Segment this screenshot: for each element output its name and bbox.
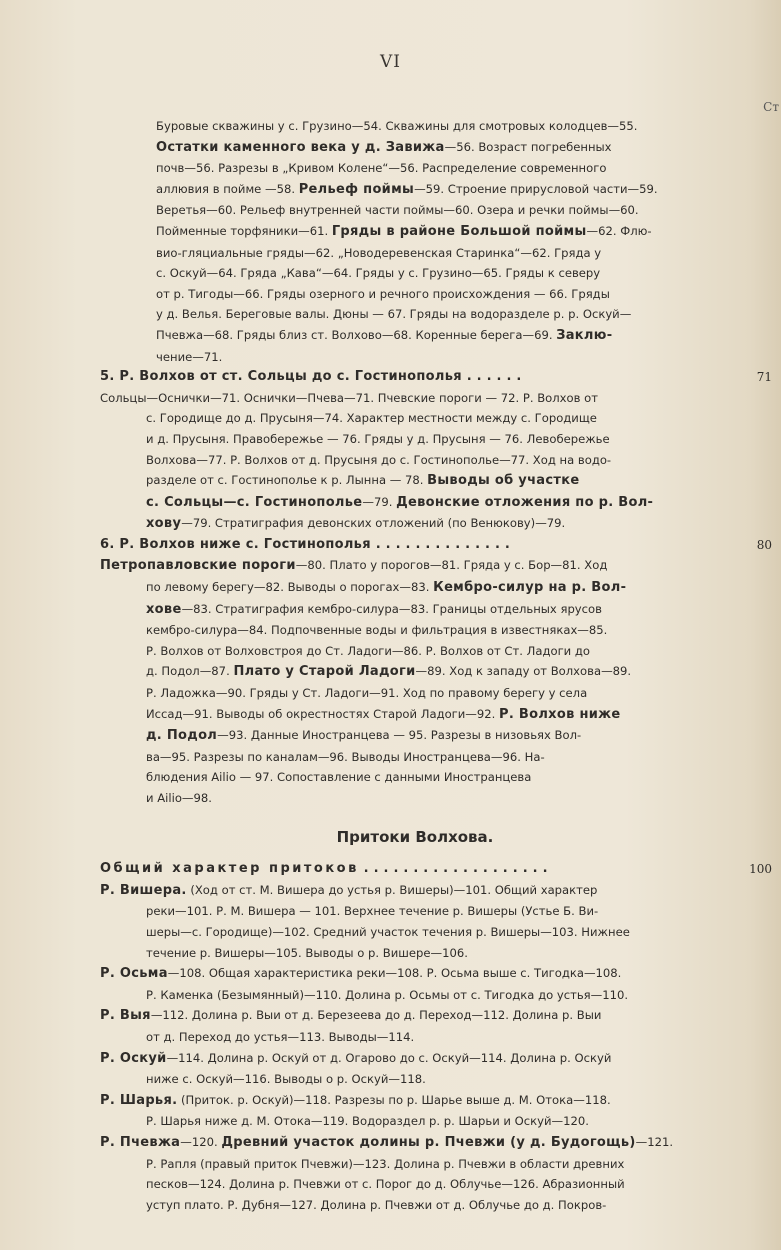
toc-entry-sharya <box>100 1090 730 1132</box>
toc-line: Р. Ладожка—90. Гряды у Ст. Ладоги—91. Ход по правому берегу у села <box>146 686 588 701</box>
toc-text: по левому берегу—82. Выводы о порогах—83. <box>146 580 430 595</box>
toc-line: Р. Шарья ниже д. М. Отока—119. Водораздел р. р. Шарьи и Оскуй—120. <box>146 1114 589 1129</box>
toc-text: —83. Стратиграфия кембро-силура—83. Границы отдельных ярусов <box>181 601 602 616</box>
toc-line: кембро-силура—84. Подпочвенные воды и фильтрация в известняках—85. <box>146 623 608 638</box>
toc-leader-dots: ................... <box>363 861 553 877</box>
toc-line: Буровые скважины у с. Грузино—54. Скважины для смотровых колодцев—55. <box>156 119 638 133</box>
toc-bold: Плато у Старой Ладоги <box>233 664 416 680</box>
toc-entry-section-5 <box>100 367 772 535</box>
toc-text: —56. Возраст погребенных <box>444 139 612 154</box>
toc-line <box>100 880 730 902</box>
toc-bold: Кембро-силур на р. Вол- <box>433 580 627 596</box>
toc-page-number: 100 <box>749 862 772 877</box>
toc-line: песков—124. Долина р. Пчевжи от с. Порог до д. Облучье—126. Абразионный <box>146 1177 625 1192</box>
toc-line: Р. Каменка (Безымянный)—110. Долина р. Осьмы от с. Тигодка до устья—110. <box>146 987 629 1002</box>
toc-line: с. Оскуй—64. Гряда „Кава“—64. Гряды у с. Грузино—65. Гряды к северу <box>156 266 601 281</box>
toc-entry-osma <box>100 963 730 1005</box>
toc-line <box>146 725 730 747</box>
toc-line: уступ плато. Р. Дубня—127. Долина р. Пчевжи от д. Облучье до д. Покров- <box>146 1197 607 1212</box>
toc-bold: с. Сольцы—с. Гостинополье <box>146 494 363 510</box>
toc-bold: Р. Пчевжа <box>100 1134 181 1150</box>
page-number: VI <box>380 52 401 72</box>
toc-heading-text: 5. Р. Волхов от ст. Сольцы до с. Гостинополья <box>100 369 462 385</box>
toc-bold: Р. Шарья. <box>100 1092 178 1108</box>
toc-line <box>146 661 730 683</box>
toc-line: почв—56. Разрезы в „Кривом Колене“—56. Распределение современного <box>156 161 607 176</box>
toc-line <box>156 179 730 201</box>
toc-line <box>156 221 730 243</box>
toc-text: —62. Флю- <box>586 223 652 238</box>
toc-line: чение—71. <box>156 349 223 364</box>
toc-bold: д. Подол <box>146 728 218 744</box>
toc-line: реки—101. Р. М. Вишера — 101. Верхнее течение р. Вишеры (Устье Б. Ви- <box>146 904 599 919</box>
toc-text: —80. Плато у порогов—81. Гряда у с. Бор—81. Ход <box>295 558 608 573</box>
toc-line <box>146 470 730 492</box>
toc-text: —121. <box>635 1134 674 1149</box>
toc-entry-pchevzha <box>100 1132 730 1215</box>
toc-text: —112. Долина р. Выи от д. Березеева до д. Переход—112. Долина р. Выи <box>150 1008 602 1023</box>
toc-text: —120. <box>180 1134 218 1149</box>
toc-text: —108. Общая характеристика реки—108. Р. Осьма выше с. Тигодка—108. <box>167 966 622 981</box>
toc-text: —79. Стратиграфия девонских отложений (по Венюкову)—79. <box>181 516 566 531</box>
toc-line: ниже с. Оскуй—116. Выводы о р. Оскуй—118. <box>146 1072 426 1087</box>
toc-line <box>100 1005 730 1027</box>
toc-text: аллювия в пойме —58. <box>156 181 296 196</box>
toc-line <box>100 963 730 985</box>
toc-bold: Р. Осьма <box>100 966 168 982</box>
toc-bold: Р. Вишера. <box>100 882 187 898</box>
toc-line: от д. Переход до устья—113. Выводы—114. <box>146 1029 415 1044</box>
toc-heading <box>100 859 730 880</box>
toc-line <box>146 599 730 621</box>
toc-line: и д. Прусыня. Правобережье — 76. Гряды у д. Прусыня — 76. Левобережье <box>146 431 610 446</box>
toc-line: у д. Велья. Береговые валы. Дюны — 67. Гряды на водоразделе р. р. Оскуй— <box>156 307 632 322</box>
toc-heading-text: Общий характер притоков <box>100 861 359 877</box>
toc-line: Р. Рапля (правый приток Пчевжи)—123. Долина р. Пчевжи в области древних <box>146 1156 625 1171</box>
toc-line: Сольцы—Оснички—71. Оснички—Пчева—71. Пчевские пороги — 72. Р. Волхов от <box>100 390 598 405</box>
toc-text: (Ход от ст. М. Вишера до устья р. Вишеры)—101. Общий характер <box>190 882 598 897</box>
toc-entry-oskuy <box>100 1048 730 1090</box>
toc-line: вио-гляциальные гряды—62. „Новодеревенская Старинка“—62. Гряда у <box>156 245 602 260</box>
toc-text: Иссад—91. Выводы об окрестностях Старой Ладоги—92. <box>146 706 496 721</box>
toc-bold: Р. Волхов ниже <box>499 706 621 722</box>
toc-text: Пойменные торфяники—61. <box>156 223 329 238</box>
toc-line: с. Городище до д. Прусыня—74. Характер местности между с. Городище <box>146 411 597 426</box>
toc-bold: Петропавловские пороги <box>100 558 296 574</box>
toc-line: течение р. Вишеры—105. Выводы о р. Вишере—106. <box>146 945 468 960</box>
toc-heading-text: 6. Р. Волхов ниже с. Гостинополья <box>100 536 371 552</box>
toc-line: Веретья—60. Рельеф внутренней части поймы—60. Озера и речки поймы—60. <box>156 203 639 218</box>
toc-line <box>146 577 730 599</box>
toc-page-number: 71 <box>756 370 772 385</box>
toc-bold: Гряды в районе Большой поймы <box>331 223 587 239</box>
toc-heading <box>100 367 730 388</box>
toc-text: (Приток. р. Оскуй)—118. Разрезы по р. Шарье выше д. М. Отока—118. <box>181 1092 611 1107</box>
toc-line <box>146 513 730 535</box>
toc-bold: Рельеф поймы <box>298 181 415 197</box>
toc-line: от р. Тигоды—66. Гряды озерного и речного происхождения — 66. Гряды <box>156 286 610 301</box>
toc-page-number: 80 <box>756 537 772 552</box>
toc-text: —79. <box>362 494 393 509</box>
toc-bold: Древний участок долины р. Пчевжи (у д. Будогощь) <box>221 1134 636 1150</box>
toc-line <box>156 325 730 347</box>
toc-heading <box>100 535 730 556</box>
toc-line <box>146 492 730 514</box>
toc-bold: хове <box>146 601 182 617</box>
toc-entry-section-6 <box>100 535 772 809</box>
toc-line <box>100 1090 730 1112</box>
toc-bold: хову <box>146 516 182 532</box>
toc-line: ва—95. Разрезы по каналам—96. Выводы Иностранцева—96. На- <box>146 749 545 764</box>
toc-bold: Р. Оскуй <box>100 1050 167 1066</box>
toc-text: д. Подол—87. <box>146 664 230 679</box>
toc-text: Пчевжа—68. Гряды близ ст. Волхово—68. Коренные берега—69. <box>156 327 553 342</box>
toc-text: —93. Данные Иностранцева — 95. Разрезы в низовьях Вол- <box>217 728 582 743</box>
table-of-contents <box>100 116 772 1215</box>
toc-text: —89. Ход к западу от Волхова—89. <box>415 664 632 679</box>
toc-entry-vyya <box>100 1005 730 1047</box>
toc-leader-dots: .............. <box>375 536 515 552</box>
toc-line <box>156 137 730 159</box>
toc-entry-continuation <box>100 116 730 367</box>
toc-text: —59. Строение прирусловой части—59. <box>414 181 658 196</box>
toc-line <box>100 1048 730 1070</box>
section-title: Притоки Волхова. <box>336 827 494 846</box>
toc-leader-dots: ...... <box>466 369 527 385</box>
toc-entry-vishera <box>100 880 730 963</box>
toc-text: разделе от с. Гостинополье к р. Лынна — 78. <box>146 473 424 488</box>
toc-bold: Остатки каменного века у д. Завижа <box>156 139 445 155</box>
toc-text: —114. Долина р. Оскуй от д. Огарово до с. Оскуй—114. Долина р. Оскуй <box>166 1050 612 1065</box>
toc-line: и Ailio—98. <box>146 791 212 805</box>
toc-line: шеры—с. Городище)—102. Средний участок течения р. Вишеры—103. Нижнее <box>146 924 630 939</box>
toc-line <box>100 1132 730 1154</box>
toc-bold: Девонские отложения по р. Вол- <box>396 494 654 510</box>
edge-mark: Ст <box>763 100 779 114</box>
toc-line: Р. Волхов от Волховстроя до Ст. Ладоги—86. Р. Волхов от Ст. Ладоги до <box>146 643 590 658</box>
toc-line: блюдения Ailio — 97. Сопоставление с данными Иностранцева <box>146 770 532 785</box>
toc-bold: Выводы об участке <box>427 473 580 489</box>
toc-bold: Р. Выя <box>100 1008 151 1024</box>
toc-line <box>100 555 730 577</box>
toc-line <box>146 704 730 726</box>
toc-bold: Заклю- <box>556 327 613 343</box>
toc-entry-tributaries-overview <box>100 859 772 880</box>
toc-line: Волхова—77. Р. Волхов от д. Прусыня до с. Гостинополье—77. Ход на водо- <box>146 452 612 467</box>
